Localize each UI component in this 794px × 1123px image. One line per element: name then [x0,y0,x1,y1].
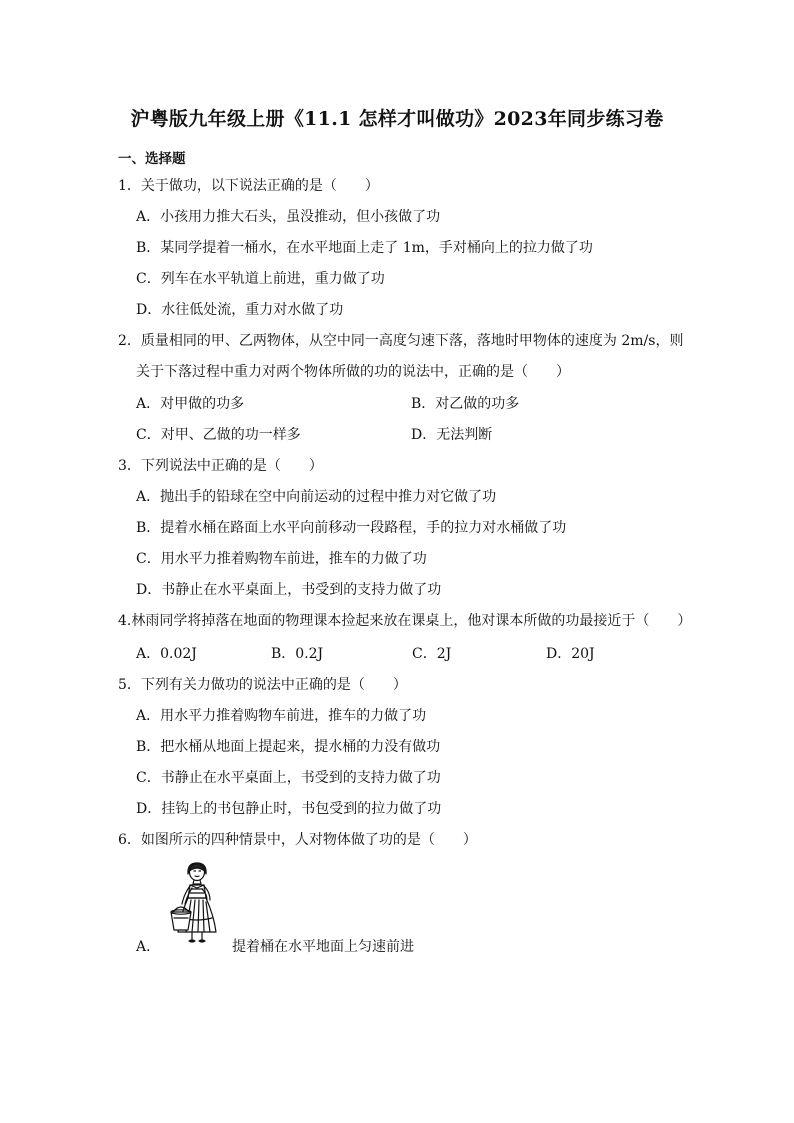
question-1-option-a: A．小孩用力推大石头，虽没推动，但小孩做了功 [136,209,441,225]
question-1-option-d: D．水往低处流，重力对水做了功 [136,302,344,318]
question-5-stem: 5．下列有关力做功的说法中正确的是（ ） [118,677,407,693]
question-4-option-a: A．0.02J [136,646,197,662]
question-4-option-d: D．20J [546,646,595,662]
question-6-option-a: A． [136,939,161,955]
section-heading: 一、选择题 [118,151,186,167]
question-3-option-b: B．提着水桶在路面上水平向前移动一段路程，手的拉力对水桶做了功 [136,520,567,536]
question-6-stem: 6．如图所示的四种情景中，人对物体做了功的是（ ） [118,832,477,848]
question-5-option-b: B．把水桶从地面上提起来，提水桶的力没有做功 [136,739,441,755]
question-6-option-a-caption: 提着桶在水平地面上匀速前进 [232,939,414,955]
question-2-stem: 2．质量相同的甲、乙两物体，从空中同一高度匀速下落，落地时甲物体的速度为 2m/s，则 [118,333,684,349]
question-2-option-b: B．对乙做的功多 [411,396,520,412]
question-4-stem: 4.林雨同学将掉落在地面的物理课本捡起来放在课桌上，他对课本所做的功最接近于（ ） [118,613,692,629]
question-3-option-a: A．抛出手的铅球在空中向前运动的过程中推力对它做了功 [136,489,497,505]
question-3-option-c: C．用水平力推着购物车前进，推车的力做了功 [136,551,427,567]
question-4-option-b: B．0.2J [271,646,324,662]
question-5-option-c: C．书静止在水平桌面上，书受到的支持力做了功 [136,770,441,786]
question-2-option-a: A．对甲做的功多 [136,396,245,412]
question-1-stem: 1．关于做功，以下说法正确的是（ ） [118,178,379,194]
question-2-option-c: C．对甲、乙做的功一样多 [136,427,301,443]
girl-carrying-bucket-figure [160,860,228,946]
question-1-option-c: C．列车在水平轨道上前进，重力做了功 [136,271,385,287]
page-title: 沪粤版九年级上册《11.1 怎样才叫做功》2023年同步练习卷 [130,108,664,130]
question-5-option-a: A．用水平力推着购物车前进，推车的力做了功 [136,708,427,724]
question-2-option-d: D．无法判断 [411,427,493,443]
question-2-stem-continued: 关于下落过程中重力对两个物体所做的功的说法中，正确的是（ ） [136,364,570,380]
question-5-option-d: D．挂钩上的书包静止时，书包受到的拉力做了功 [136,801,442,817]
question-3-option-d: D．书静止在水平桌面上，书受到的支持力做了功 [136,582,442,598]
question-1-option-b: B．某同学提着一桶水，在水平地面上走了 1m，手对桶向上的拉力做了功 [136,240,593,256]
question-3-stem: 3．下列说法中正确的是（ ） [118,458,323,474]
question-4-option-c: C．2J [412,646,452,662]
